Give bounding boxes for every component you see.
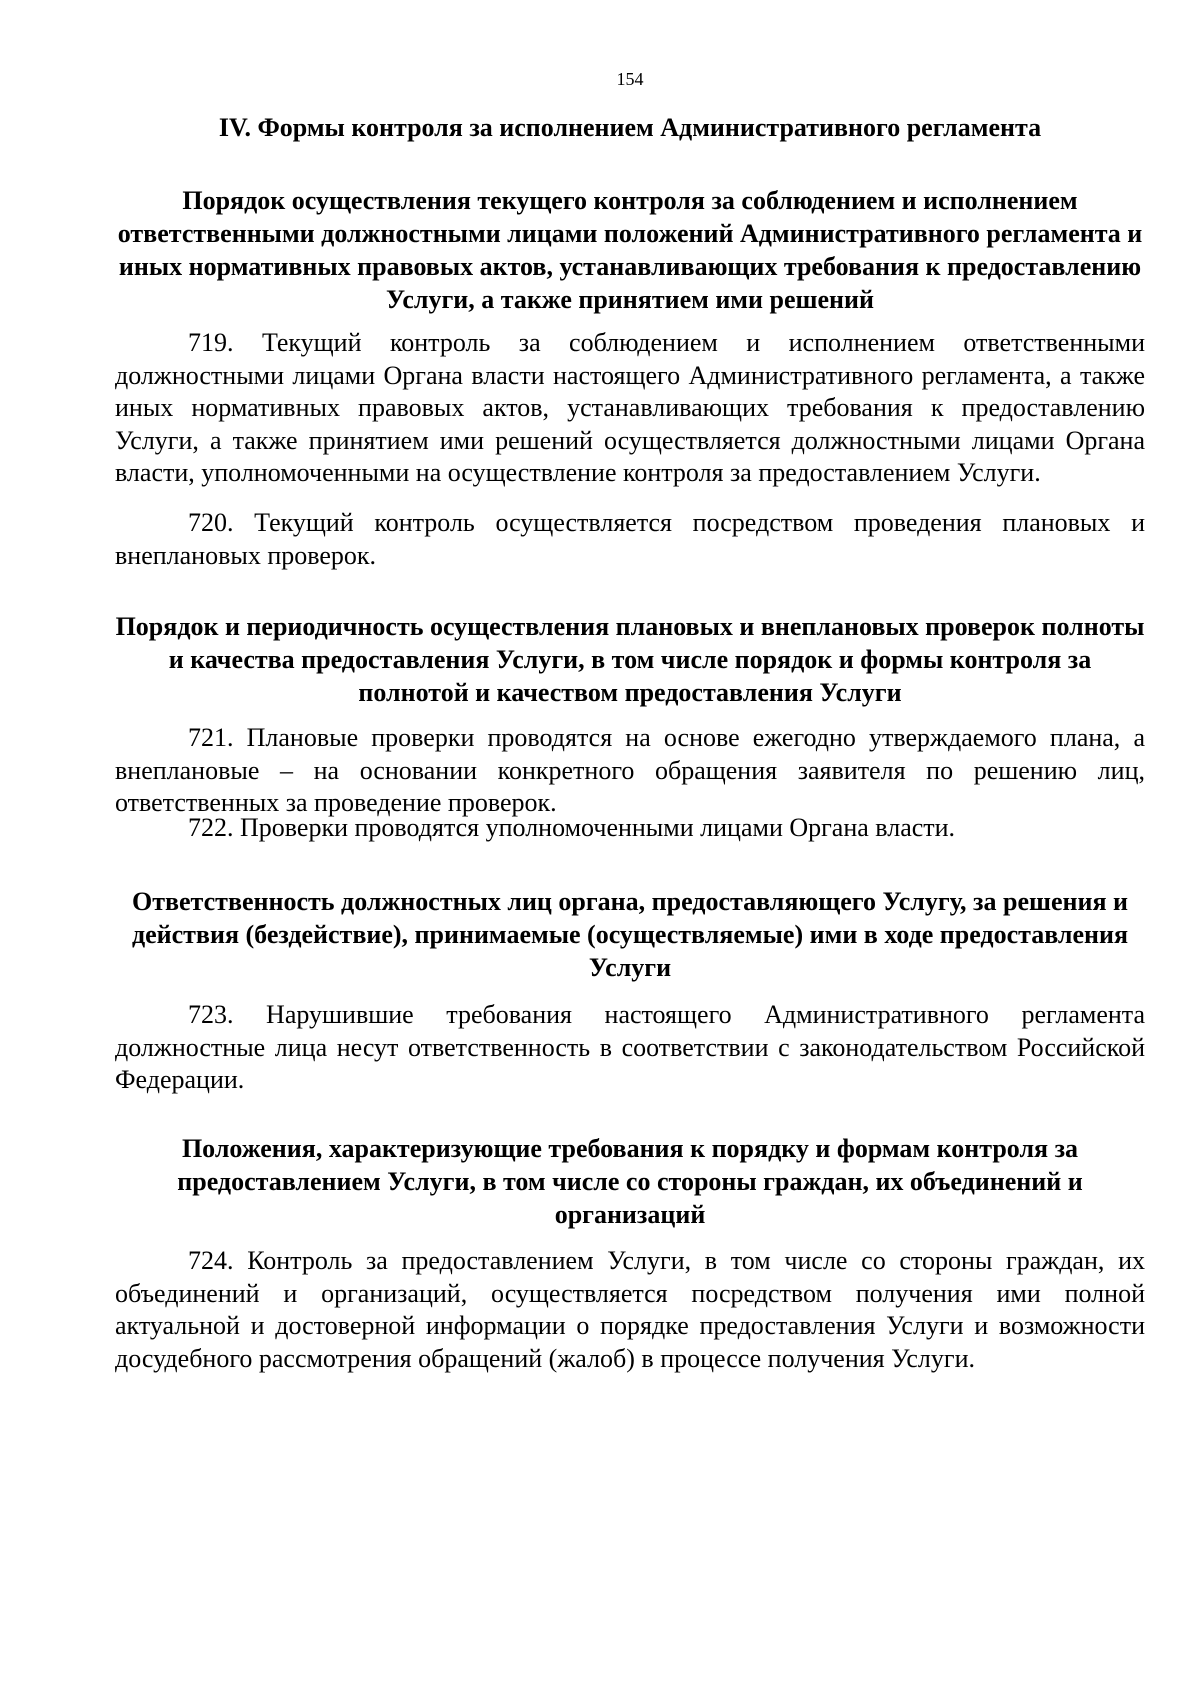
- subsection-heading-2: Порядок и периодичность осуществления плановых и внеплановых проверок полноты и качества предоставления Услуги, в том числе порядок и формы контроля за полнотой и качеством предоставления Услуги: [115, 612, 1145, 707]
- paragraph-721: 721. Плановые проверки проводятся на основе ежегодно утверждаемого плана, а внеплановые – на основании конкретного обращения заявителя по решению лиц, ответственных за проведение проверок.: [115, 723, 1145, 817]
- subsection-heading-4: Положения, характеризующие требования к порядку и формам контроля за предоставлением Услуги, в том числе со стороны граждан, их объединений и организаций: [177, 1134, 1083, 1229]
- subsection-heading-3: Ответственность должностных лиц органа, предоставляющего Услугу, за решения и действия (бездействие), принимаемые (осуществляемые) ими в ходе предоставления Услуги: [131, 887, 1129, 982]
- subsection-heading-1: Порядок осуществления текущего контроля за соблюдением и исполнением ответственными должностными лицами положений Административного регламента и иных нормативных правовых актов, устанавливающих требования к предоставлению Услуги, а также принятием ими решений: [117, 186, 1143, 314]
- paragraph-724: 724. Контроль за предоставлением Услуги, в том числе со стороны граждан, их объединений и организаций, осуществляется посредством получения ими полной актуальной и достоверной информации о порядке предоставления Услуги и возможности досудебного рассмотрения обращений (жалоб) в процессе получения Услуги.: [115, 1246, 1145, 1373]
- paragraph-719: 719. Текущий контроль за соблюдением и исполнением ответственными должностными лицами Органа власти настоящего Административного регламента, а также иных нормативных правовых актов, устанавливающих требования к предоставлению Услуги, а также принятием ими решений осуществляется должностными лицами Органа власти, уполномоченными на осуществление контроля за предоставлением Услуги.: [115, 328, 1145, 487]
- paragraph-720: 720. Текущий контроль осуществляется посредством проведения плановых и внеплановых проверок.: [115, 508, 1145, 570]
- paragraph-723: 723. Нарушившие требования настоящего Административного регламента должностные лица несут ответственность в соответствии с законодательством Российской Федерации.: [115, 1000, 1145, 1094]
- page-number: 154: [616, 69, 644, 89]
- section-title: IV. Формы контроля за исполнением Административного регламента: [218, 113, 1042, 142]
- paragraph-722: 722. Проверки проводятся уполномоченными лицами Органа власти.: [188, 813, 956, 842]
